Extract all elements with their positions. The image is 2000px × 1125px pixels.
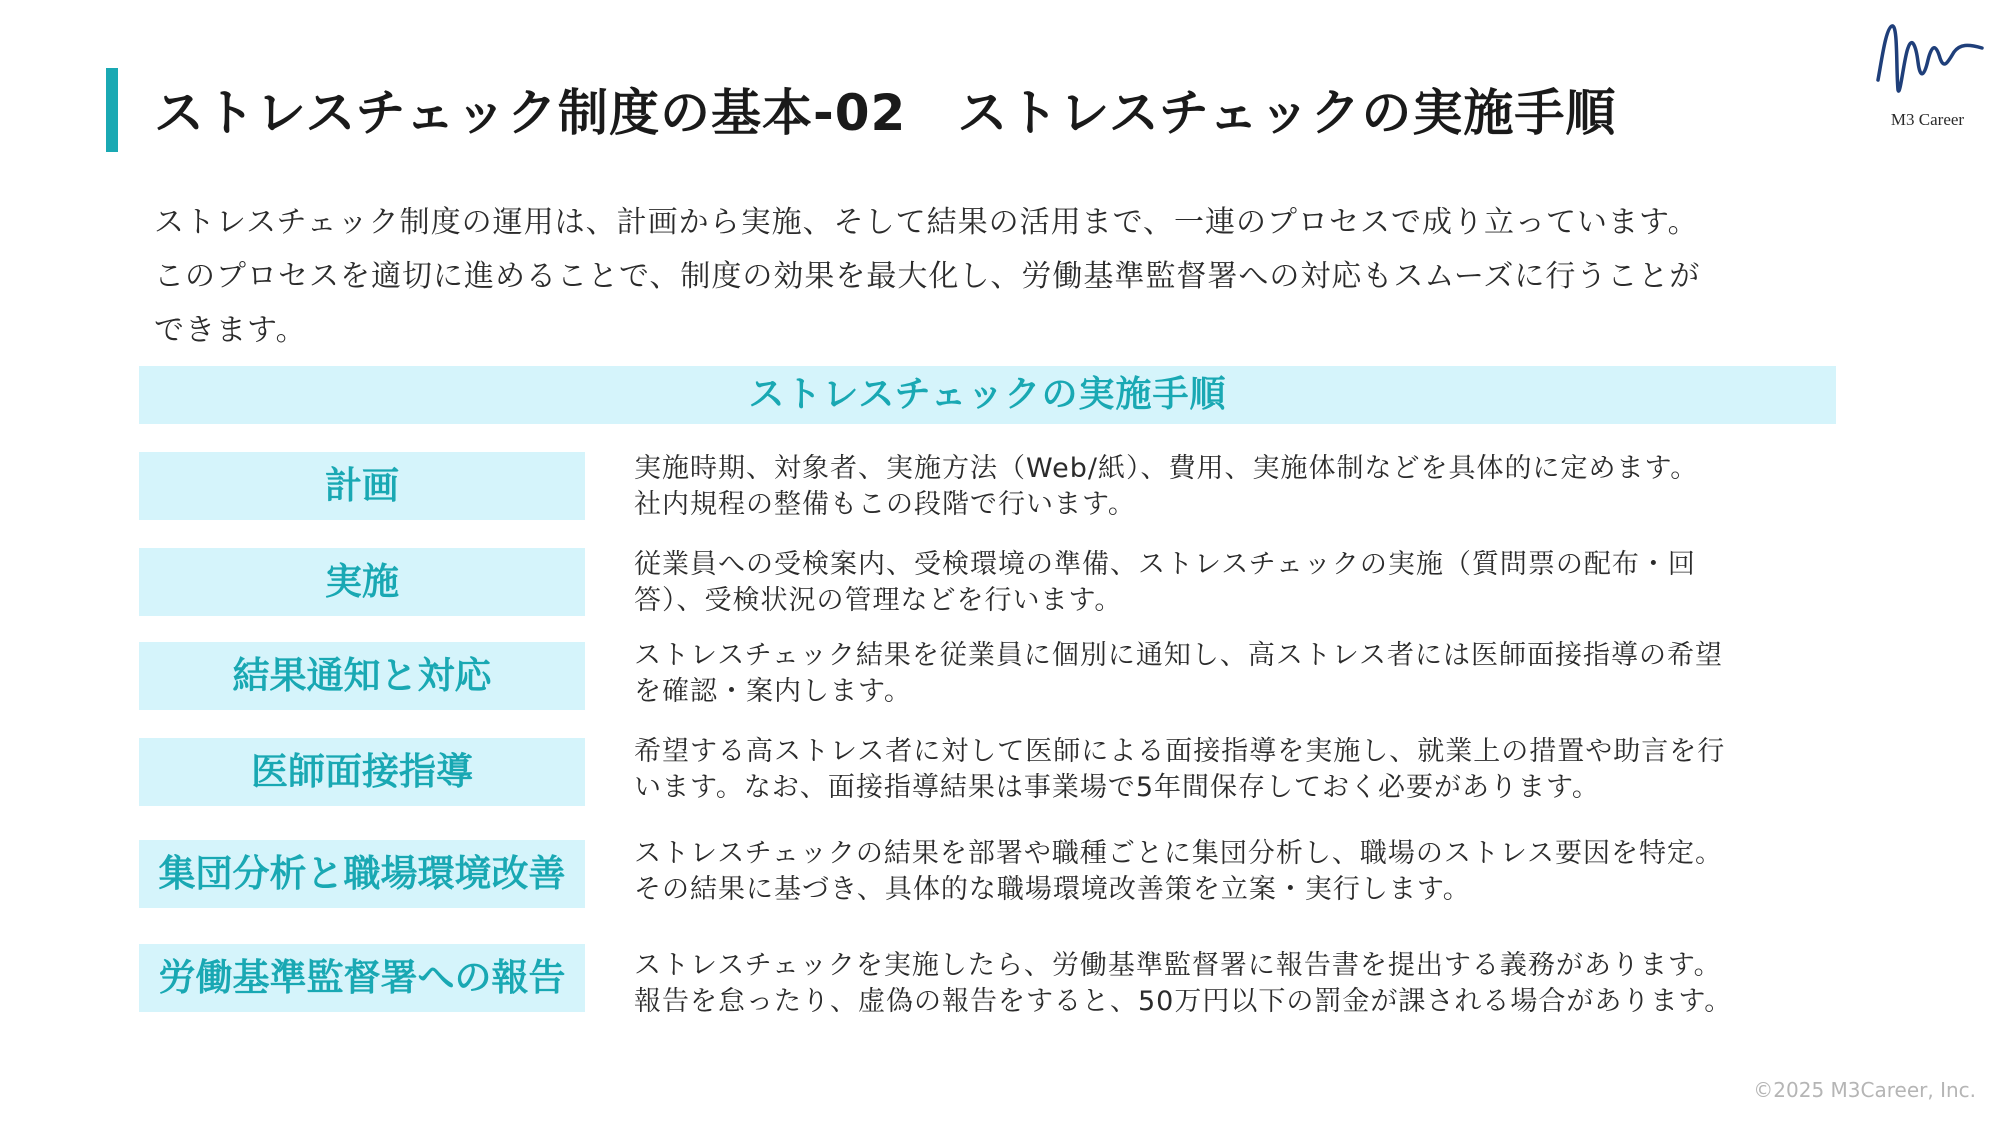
intro-line: できます。 (154, 313, 307, 348)
step-description (634, 638, 1804, 710)
section-header: ストレスチェックの実施手順 (139, 366, 1836, 424)
company-logo (1860, 18, 1995, 133)
title-accent-bar (106, 68, 118, 152)
intro-line: このプロセスを適切に進めることで、制度の効果を最大化し、労働基準監督署への対応もスムーズに行うことが (154, 259, 1701, 294)
step-label: 労働基準監督署への報告 (139, 944, 585, 1012)
step-label: 結果通知と対応 (139, 642, 585, 710)
step-label: 実施 (139, 548, 585, 616)
step-description (634, 734, 1804, 806)
m3-career-wave-logo-icon (1870, 18, 1990, 103)
step-description-line: 実施時期、対象者、実施方法（Web/紙）、費用、実施体制などを具体的に定めます。 (634, 453, 1699, 484)
step-label: 集団分析と職場環境改善 (139, 840, 585, 908)
page-title: ストレスチェック制度の基本-02 ストレスチェックの実施手順 (154, 84, 1617, 142)
step-description-line: います。なお、面接指導結果は事業場で5年間保存しておく必要があります。 (634, 772, 1600, 803)
step-description (634, 948, 1804, 1020)
step-description-line: 報告を怠ったり、虚偽の報告をすると、50万円以下の罰金が課される場合があります。 (634, 986, 1733, 1017)
step-label: 計画 (139, 452, 585, 520)
step-description-line: 社内規程の整備もこの段階で行います。 (634, 489, 1136, 520)
step-description-line: その結果に基づき、具体的な職場環境改善策を立案・実行します。 (634, 874, 1471, 905)
step-label: 医師面接指導 (139, 738, 585, 806)
step-description-line: 従業員への受検案内、受検環境の準備、ストレスチェックの実施（質問票の配布・回 (634, 549, 1696, 580)
step-description-line: ストレスチェックの結果を部署や職種ごとに集団分析し、職場のストレス要因を特定。 (634, 838, 1724, 869)
step-description (634, 547, 1804, 619)
step-description-line: 答）、受検状況の管理などを行います。 (634, 585, 1123, 616)
step-description-line: ストレスチェックを実施したら、労働基準監督署に報告書を提出する義務があります。 (634, 950, 1722, 981)
logo-text: M3 Career (1890, 110, 1965, 129)
intro-line: ストレスチェック制度の運用は、計画から実施、そして結果の活用まで、一連のプロセスで成り立っています。 (154, 205, 1699, 240)
copyright-text: ©2025 M3Career, Inc. (1753, 1078, 1976, 1102)
step-description (634, 451, 1804, 523)
intro-paragraph (154, 196, 1834, 358)
step-description (634, 836, 1804, 908)
step-description-line: ストレスチェック結果を従業員に個別に通知し、高ストレス者には医師面接指導の希望 (634, 640, 1724, 671)
step-description-line: を確認・案内します。 (634, 676, 912, 707)
step-description-line: 希望する高ストレス者に対して医師による面接指導を実施し、就業上の措置や助言を行 (634, 736, 1726, 767)
